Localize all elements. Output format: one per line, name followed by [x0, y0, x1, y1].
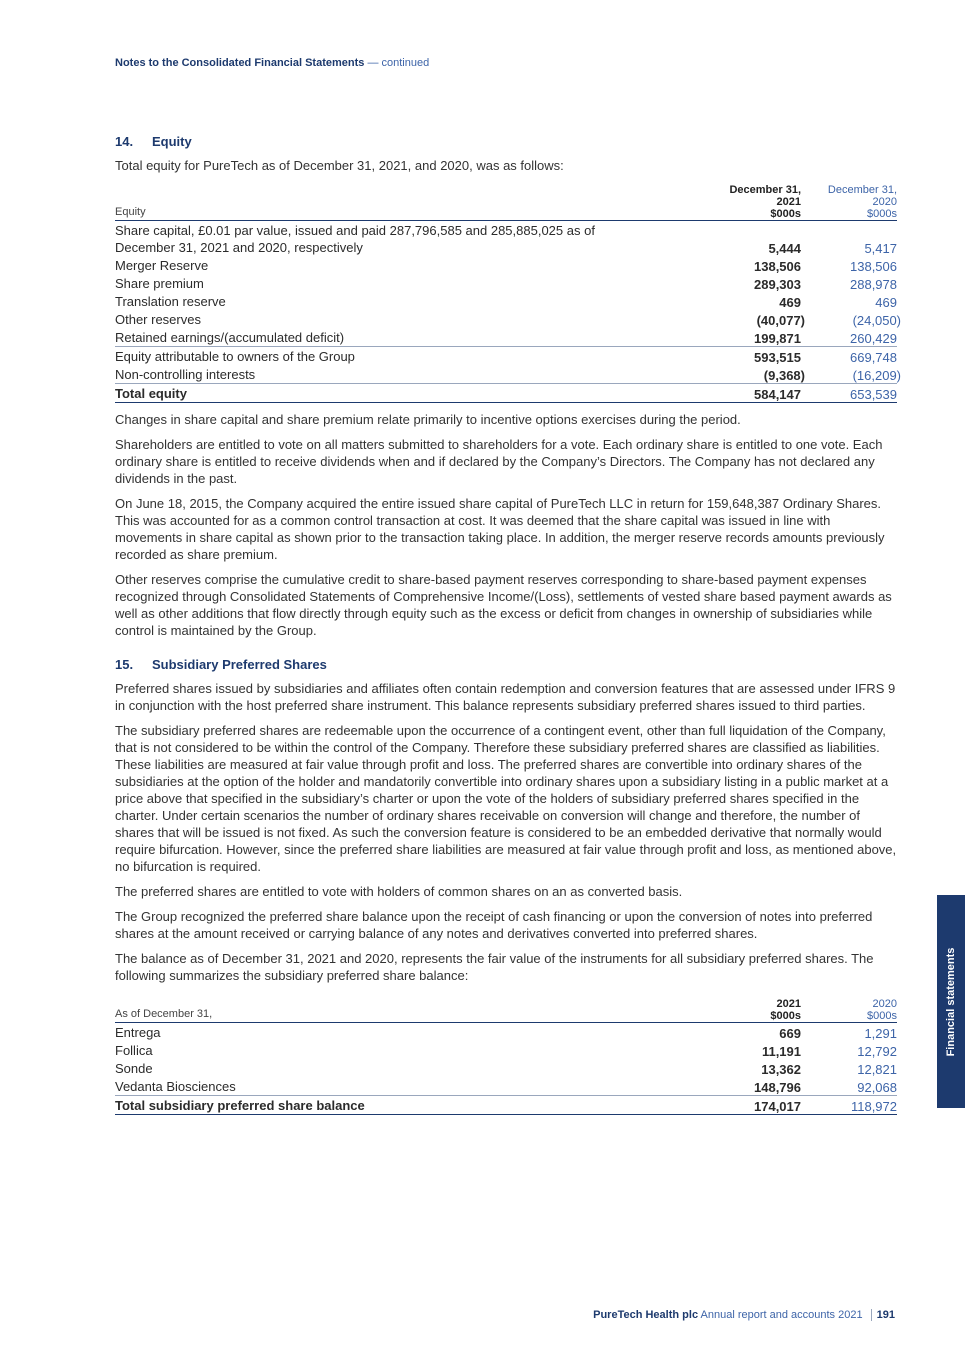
paragraph: Changes in share capital and share premium relate primarily to incentive options exercises during the period.	[115, 412, 741, 427]
col-2021: 2021 $000s	[770, 998, 801, 1022]
section-14-intro: Total equity for PureTech as of December 31, 2021, and 2020, was as follows:	[115, 158, 564, 173]
table-header	[115, 998, 897, 1023]
paragraph: Preferred shares issued by subsidiaries and affiliates often contain redemption and conversion features that are assessed under IFRS 9 in conjunction with the host preferred share instrument. This balance represents subsidiary preferred shares issued to third parties.	[115, 681, 896, 713]
col-label: As of December 31,	[115, 1008, 213, 1020]
col-2020: 2020 $000s	[867, 998, 897, 1022]
table-row: Vedanta Biosciences 148,796 92,068	[115, 1078, 897, 1095]
col-2021: December 31, 2021 $000s	[729, 184, 801, 220]
page-footer	[593, 1309, 895, 1321]
paragraph: Other reserves comprise the cumulative credit to share-based payment reserves corresponding to share-based payment expenses recognized through Consolidated Statements of Comprehensive Income/(Loss), settlements of vested share based payment awards as well as other additions that flow directly through equity such as the excess or deficit from changes in ownership of subsidiaries while control is maintained by the Group.	[115, 572, 892, 638]
table-row: Non-controlling interests (9,368) (16,209)	[115, 366, 901, 383]
section-15-heading: 15. Subsidiary Preferred Shares	[115, 657, 327, 672]
col-label: Equity	[115, 206, 146, 218]
table-row: Equity attributable to owners of the Group 593,515 669,748	[115, 348, 897, 365]
table-header	[115, 184, 897, 221]
table-row: Share capital, £0.01 par value, issued and paid 287,796,585 and 285,885,025 as of December 31, 2021 and 2020, respectively 5,444 5,417	[115, 222, 897, 256]
col-2020: December 31, 2020 $000s	[827, 184, 897, 220]
total-row: Total equity 584,147 653,539	[115, 385, 897, 402]
equity-table	[115, 184, 901, 403]
paragraph: The balance as of December 31, 2021 and 2020, represents the fair value of the instruments for all subsidiary preferred shares. The following summarizes the subsidiary preferred share balance:	[115, 951, 874, 983]
header-suffix: — continued	[367, 57, 430, 69]
table-row: Entrega 669 1,291	[115, 1024, 897, 1041]
table-row: Follica 11,191 12,792	[115, 1042, 897, 1059]
table-row: Retained earnings/(accumulated deficit) 199,871 260,429	[115, 329, 897, 346]
total-row: Total subsidiary preferred share balance 174,017 118,972	[115, 1097, 897, 1114]
table-row: Other reserves (40,077) (24,050)	[115, 311, 901, 328]
paragraph: On June 18, 2015, the Company acquired the entire issued share capital of PureTech LLC in return for 159,648,387 Ordinary Shares. This was accounted for as a common control transaction at cost. It was deemed that the share capital was issued in line with movements in share capital as shown prior to the transaction taking place. In addition, the merger reserve records amounts previously recorded as share premium.	[115, 496, 885, 562]
paragraph: Shareholders are entitled to vote on all matters submitted to shareholders for a vote. Each ordinary share is entitled to one vote. Each ordinary share is entitled to receive dividends when and if declared by the Company’s Directors. The Company has not declared any dividends in the past.	[115, 437, 883, 486]
paragraph: The preferred shares are entitled to vote with holders of common shares on an as converted basis.	[115, 884, 683, 899]
side-tab-label: Financial statements	[945, 947, 957, 1056]
table-row: Sonde 13,362 12,821	[115, 1060, 897, 1077]
footer-report: Annual report and accounts 2021	[700, 1309, 863, 1321]
table-row: Translation reserve 469 469	[115, 293, 897, 310]
running-header	[115, 57, 429, 69]
table-row: Share premium 289,303 288,978	[115, 275, 897, 292]
header-title: Notes to the Consolidated Financial Statements	[115, 57, 365, 69]
paragraph: The subsidiary preferred shares are redeemable upon the occurrence of a contingent event, other than full liquidation of the Company, that is not considered to be within the control of the Company. Therefore these subsidiary preferred shares are classified as liabilities. These liabilities are measured at fair value through profit and loss. The preferred shares are convertible into ordinary shares of the subsidiaries at the option of the holder and mandatorily convertible into ordinary shares upon a subsidiary listing in a public market at a price above that specified in the subsidiary’s charter or upon the vote of the holders of subsidiary preferred shares specified in the charter. Under certain scenarios the number of ordinary shares receivable on conversion will change and therefore, the number of shares that will be issued is not fixed. As such the conversion feature is considered to be an embedded derivative that normally would require bifurcation. However, since the preferred share liabilities are measured at fair value through profit and loss, as mentioned above, no bifurcation is required.	[115, 723, 897, 874]
section-side-tab[interactable]	[937, 895, 965, 1108]
section-14-heading: 14. Equity	[115, 134, 192, 149]
paragraph: The Group recognized the preferred share balance upon the receipt of cash financing or upon the conversion of notes into preferred shares at the amount received or carrying balance of any notes and derivatives converted into preferred shares.	[115, 909, 873, 941]
table-row: Merger Reserve 138,506 138,506	[115, 257, 897, 274]
footer-company: PureTech Health plc	[593, 1309, 699, 1321]
page-number: 191	[871, 1309, 895, 1321]
page-content	[115, 134, 901, 1123]
preferred-shares-table	[115, 998, 897, 1115]
